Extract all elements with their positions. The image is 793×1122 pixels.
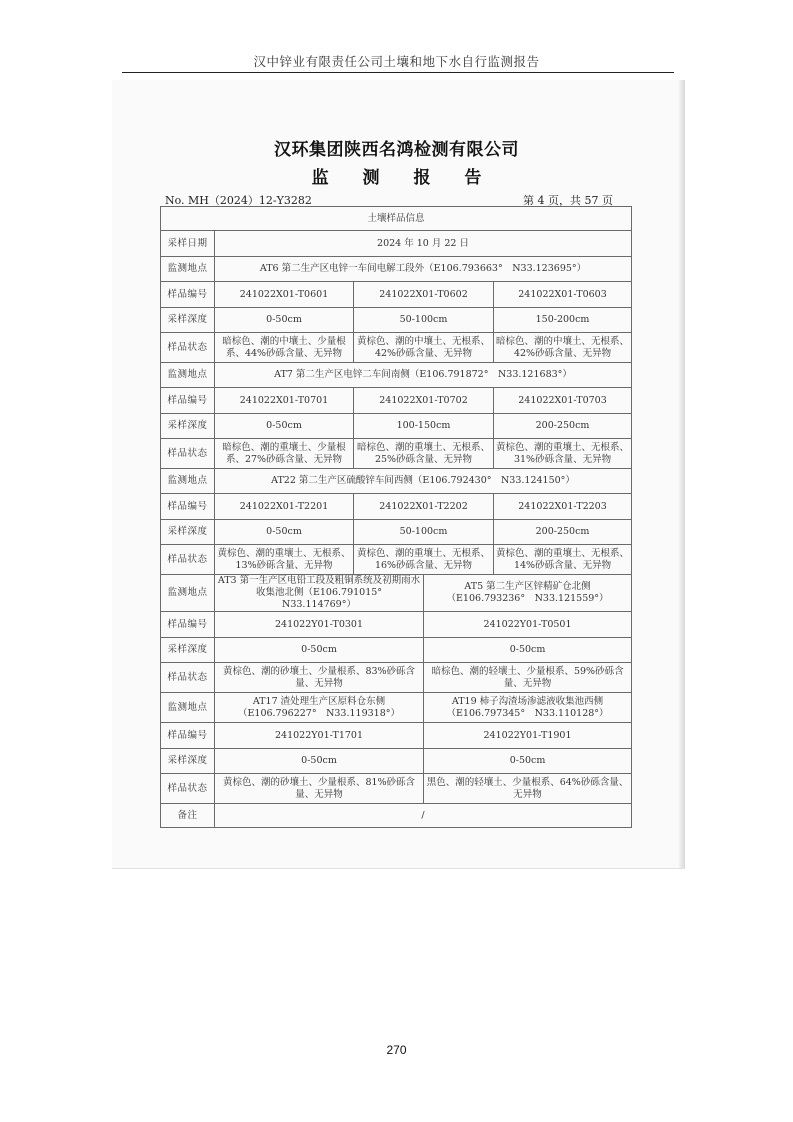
location-value: AT7 第二生产区电锌二车间南侧（E106.791872° N33.121683°） bbox=[215, 363, 632, 388]
company-name: 汉环集团陕西名鸿检测有限公司 bbox=[274, 140, 519, 160]
state-row bbox=[161, 333, 632, 363]
depth-cell: 0-50cm bbox=[215, 414, 354, 439]
section-title: 土壤样品信息 bbox=[161, 207, 632, 231]
depth-label: 采样深度 bbox=[161, 749, 215, 774]
state-row bbox=[161, 439, 632, 469]
state-row bbox=[161, 545, 632, 575]
scan-edge-shadow bbox=[679, 80, 685, 868]
table-section-row bbox=[161, 207, 632, 231]
state-label: 样品状态 bbox=[161, 439, 215, 469]
state-cell: 黄棕色、潮的重壤土、无根系、13%砂砾含量、无异物 bbox=[215, 545, 354, 575]
state-label: 样品状态 bbox=[161, 663, 215, 693]
date-label: 采样日期 bbox=[161, 231, 215, 257]
state-cell: 暗棕色、潮的中壤土、无根系、42%砂砾含量、无异物 bbox=[494, 333, 632, 363]
state-row bbox=[161, 774, 632, 804]
location-label: 监测地点 bbox=[161, 257, 215, 282]
location-row bbox=[161, 469, 632, 494]
depth-row bbox=[161, 520, 632, 545]
state-cell: 黑色、潮的轻壤土、少量根系、64%砂砾含量、无异物 bbox=[424, 774, 632, 804]
state-cell: 暗棕色、潮的重壤土、少量根系、27%砂砾含量、无异物 bbox=[215, 439, 354, 469]
depth-row bbox=[161, 749, 632, 774]
state-cell: 暗棕色、潮的重壤土、无根系、25%砂砾含量、无异物 bbox=[354, 439, 494, 469]
state-cell: 暗棕色、潮的中壤土、少量根系、44%砂砾含量、无异物 bbox=[215, 333, 354, 363]
location-value: AT17 渣处理生产区原料仓东侧（E106.796227° N33.119318°） bbox=[215, 693, 424, 723]
depth-cell: 0-50cm bbox=[215, 749, 424, 774]
sample-no-cell: 241022X01-T0703 bbox=[494, 388, 632, 414]
state-cell: 黄棕色、潮的砂壤土、少量根系、83%砂砾含量、无异物 bbox=[215, 663, 424, 693]
depth-cell: 0-50cm bbox=[215, 308, 354, 333]
sample-no-cell: 241022X01-T0701 bbox=[215, 388, 354, 414]
location-value: AT6 第二生产区电锌一车间电解工段外（E106.793663° N33.123695°） bbox=[215, 257, 632, 282]
page-number: 270 bbox=[386, 1043, 407, 1057]
location-value: AT5 第二生产区锌精矿仓北侧（E106.793236° N33.121559°） bbox=[424, 575, 632, 612]
location-label: 监测地点 bbox=[161, 469, 215, 494]
date-row bbox=[161, 231, 632, 257]
sample-no-row bbox=[161, 388, 632, 414]
sample-no-cell: 241022X01-T0702 bbox=[354, 388, 494, 414]
location-row bbox=[161, 575, 632, 612]
state-label: 样品状态 bbox=[161, 774, 215, 804]
depth-cell: 200-250cm bbox=[494, 414, 632, 439]
remarks-row bbox=[161, 804, 632, 828]
location-value: AT22 第二生产区硫酸锌车间西侧（E106.792430° N33.124150°） bbox=[215, 469, 632, 494]
depth-cell: 150-200cm bbox=[494, 308, 632, 333]
location-label: 监测地点 bbox=[161, 693, 215, 723]
report-number: No. MH（2024）12-Y3282 bbox=[165, 194, 312, 207]
sample-no-label: 样品编号 bbox=[161, 388, 215, 414]
depth-cell: 100-150cm bbox=[354, 414, 494, 439]
depth-cell: 50-100cm bbox=[354, 520, 494, 545]
depth-cell: 50-100cm bbox=[354, 308, 494, 333]
location-value: AT19 柿子沟渣场渗滤液收集池西侧（E106.797345° N33.110128°） bbox=[424, 693, 632, 723]
sample-no-cell: 241022Y01-T0301 bbox=[215, 612, 424, 638]
sample-no-cell: 241022X01-T2201 bbox=[215, 494, 354, 520]
soil-sample-info-table bbox=[160, 206, 632, 828]
depth-label: 采样深度 bbox=[161, 414, 215, 439]
location-value: AT3 第一生产区电铅工段及粗铜系统及初期雨水收集池北侧（E106.791015° N33.114769°） bbox=[215, 575, 424, 612]
sample-no-label: 样品编号 bbox=[161, 723, 215, 749]
remarks-value: / bbox=[215, 804, 632, 828]
remarks-label: 备注 bbox=[161, 804, 215, 828]
sample-no-cell: 241022X01-T2202 bbox=[354, 494, 494, 520]
sample-no-row bbox=[161, 494, 632, 520]
header-rule bbox=[122, 72, 674, 73]
state-cell: 黄棕色、潮的重壤土、无根系、14%砂砾含量、无异物 bbox=[494, 545, 632, 575]
depth-cell: 0-50cm bbox=[215, 520, 354, 545]
depth-label: 采样深度 bbox=[161, 638, 215, 663]
depth-row bbox=[161, 414, 632, 439]
running-header: 汉中锌业有限责任公司土壤和地下水自行监测报告 bbox=[253, 54, 540, 69]
location-row bbox=[161, 693, 632, 723]
state-label: 样品状态 bbox=[161, 545, 215, 575]
sample-no-cell: 241022X01-T2203 bbox=[494, 494, 632, 520]
depth-label: 采样深度 bbox=[161, 308, 215, 333]
date-value: 2024 年 10 月 22 日 bbox=[215, 231, 632, 257]
sample-no-cell: 241022X01-T0602 bbox=[354, 282, 494, 308]
sample-no-row bbox=[161, 723, 632, 749]
sample-no-cell: 241022X01-T0603 bbox=[494, 282, 632, 308]
location-label: 监测地点 bbox=[161, 363, 215, 388]
report-title: 监 测 报 告 bbox=[311, 168, 496, 188]
depth-row bbox=[161, 308, 632, 333]
depth-cell: 0-50cm bbox=[424, 638, 632, 663]
location-row bbox=[161, 363, 632, 388]
state-label: 样品状态 bbox=[161, 333, 215, 363]
sample-no-row bbox=[161, 282, 632, 308]
state-cell: 黄棕色、潮的重壤土、无根系、31%砂砾含量、无异物 bbox=[494, 439, 632, 469]
depth-cell: 200-250cm bbox=[494, 520, 632, 545]
state-cell: 黄棕色、潮的重壤土、无根系、16%砂砾含量、无异物 bbox=[354, 545, 494, 575]
state-cell: 暗棕色、潮的轻壤土、少量根系、59%砂砾含量、无异物 bbox=[424, 663, 632, 693]
sample-no-cell: 241022Y01-T1701 bbox=[215, 723, 424, 749]
sample-no-cell: 241022Y01-T1901 bbox=[424, 723, 632, 749]
location-row bbox=[161, 257, 632, 282]
state-cell: 黄棕色、潮的中壤土、无根系、42%砂砾含量、无异物 bbox=[354, 333, 494, 363]
depth-cell: 0-50cm bbox=[215, 638, 424, 663]
depth-row bbox=[161, 638, 632, 663]
sample-no-label: 样品编号 bbox=[161, 494, 215, 520]
page-info: 第 4 页，共 57 页 bbox=[523, 194, 613, 207]
depth-cell: 0-50cm bbox=[424, 749, 632, 774]
sample-no-label: 样品编号 bbox=[161, 282, 215, 308]
state-cell: 黄棕色、潮的砂壤土、少量根系、81%砂砾含量、无异物 bbox=[215, 774, 424, 804]
sample-no-cell: 241022X01-T0601 bbox=[215, 282, 354, 308]
location-label: 监测地点 bbox=[161, 575, 215, 612]
sample-no-row bbox=[161, 612, 632, 638]
depth-label: 采样深度 bbox=[161, 520, 215, 545]
sample-no-label: 样品编号 bbox=[161, 612, 215, 638]
state-row bbox=[161, 663, 632, 693]
sample-no-cell: 241022Y01-T0501 bbox=[424, 612, 632, 638]
